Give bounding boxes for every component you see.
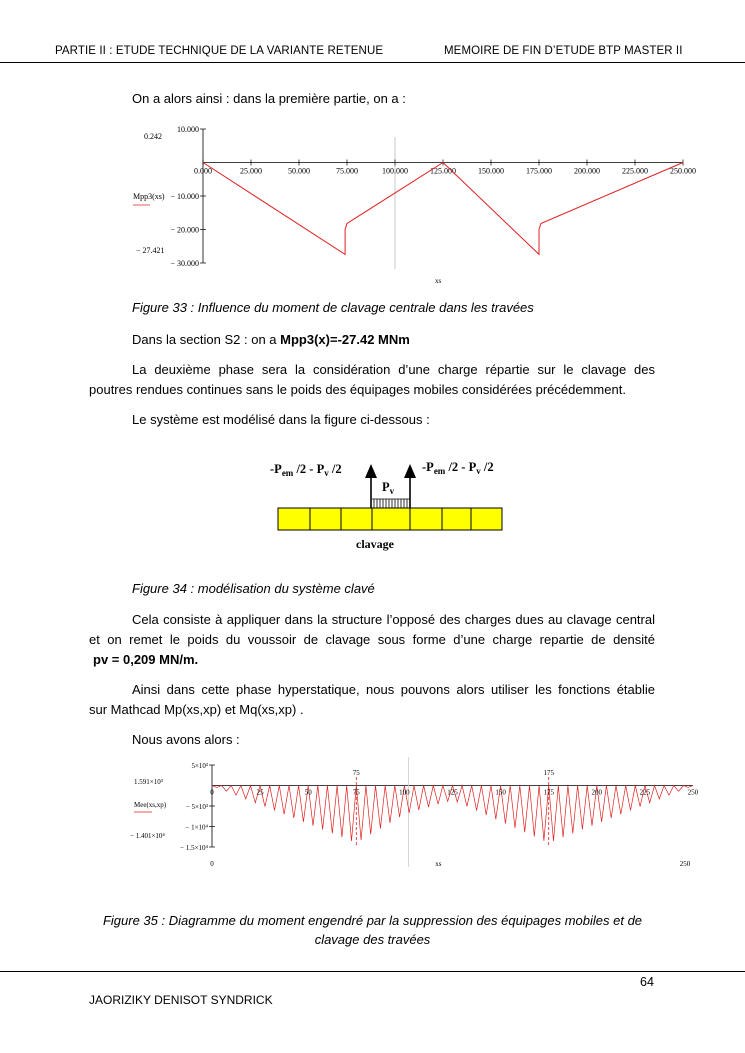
x-tick-label: 200.000 bbox=[574, 166, 600, 176]
figure-34-caption: Figure 34 : modélisation du système clavé bbox=[132, 581, 375, 596]
x-tick-label: 100 bbox=[399, 788, 410, 797]
beam-segment bbox=[471, 508, 502, 530]
left-load-label: $-P_{em}$ $/2 - P_v$ /2 bbox=[270, 462, 342, 478]
hyper-line1: Ainsi dans cette phase hyperstatique, nous pouvons alors utiliser les fonctions établie bbox=[132, 682, 655, 697]
footer-rule bbox=[0, 971, 745, 972]
x-tick-label: 175.000 bbox=[526, 166, 552, 176]
phase2-line1: La deuxième phase sera la considération d’une charge répartie sur le clavage des bbox=[132, 362, 655, 377]
y-max-label: 1.591×10³ bbox=[134, 778, 163, 786]
x-tick-label: 0 bbox=[210, 788, 214, 797]
footer-author: JAORIZIKY DENISOT SYNDRICK bbox=[89, 993, 273, 1007]
x-tick-label: 125.000 bbox=[430, 166, 456, 176]
x-tick-label: 50.000 bbox=[288, 166, 310, 176]
x-tick-label: 200 bbox=[591, 788, 603, 797]
hyper-line2: sur Mathcad Mp(xs,xp) et Mq(xs,xp) . bbox=[89, 702, 304, 717]
y-tick-label: 5×10³ bbox=[191, 762, 208, 770]
x-marker-label: 175 bbox=[543, 769, 554, 777]
x-tick-label: 25.000 bbox=[240, 166, 262, 176]
figure-34-diagram bbox=[262, 452, 512, 560]
section-s2-value: Mpp3(x)=-27.42 MNm bbox=[280, 332, 410, 347]
y-max-label: 0.242 bbox=[144, 132, 162, 141]
x-tick-label: 250.000 bbox=[670, 166, 696, 176]
header-right: MEMOIRE DE FIN D’ETUDE BTP MASTER II bbox=[444, 45, 683, 57]
y-tick-label: − 5×10³ bbox=[185, 803, 208, 811]
y-tick-label: − 1×10⁴ bbox=[185, 823, 208, 832]
header-left: PARTIE II : ETUDE TECHNIQUE DE LA VARIANTE RETENUE bbox=[55, 45, 384, 57]
beam-segment bbox=[341, 508, 372, 530]
phase2-line2: poutres rendues continues sans le poids des équipages mobiles considérées précédemment. bbox=[89, 382, 626, 397]
header-rule bbox=[0, 62, 745, 63]
x-tick-label: 225.000 bbox=[622, 166, 648, 176]
y-min-label: − 27.421 bbox=[136, 246, 165, 255]
x-tick-label: 150 bbox=[495, 788, 506, 797]
clavage-label: clavage bbox=[356, 537, 394, 551]
apply-line1: Cela consiste à appliquer dans la structure l’opposé des charges dues au clavage central bbox=[132, 612, 655, 627]
center-load-label: $P_v$ bbox=[382, 480, 395, 496]
pv-value: pv = 0,209 MN/m. bbox=[93, 652, 199, 667]
y-axis-label: Mee(xs,xp) bbox=[134, 801, 167, 809]
x-axis-label: xs bbox=[435, 860, 442, 868]
y-tick-label: − 20.000 bbox=[170, 225, 199, 235]
section-s2-text bbox=[132, 329, 410, 350]
x-marker-label: 75 bbox=[352, 769, 360, 777]
x-tick-label: 250 bbox=[687, 788, 699, 797]
x-tick-label: 125 bbox=[447, 788, 458, 797]
y-tick-label: 10.000 bbox=[177, 125, 199, 134]
x-tick-label: 150.000 bbox=[478, 166, 504, 176]
x-range-min: 0 bbox=[210, 860, 214, 868]
x-tick-label: 175 bbox=[543, 788, 554, 797]
apply-line2: et on remet le poids du voussoir de clavage sous forme d’une charge repartie de densité bbox=[89, 632, 655, 647]
nous-avons-text: Nous avons alors : bbox=[132, 732, 240, 747]
model-intro: Le système est modélisé dans la figure ci-dessous : bbox=[132, 412, 430, 427]
y-tick-label: − 10.000 bbox=[170, 192, 199, 201]
beam-segment bbox=[310, 508, 341, 530]
arrow-right bbox=[404, 464, 416, 508]
beam-segment bbox=[372, 508, 410, 530]
distributed-load-arrows bbox=[372, 499, 410, 508]
beam-segment bbox=[278, 508, 310, 530]
figure-35-caption-line2: clavage des travées bbox=[314, 932, 431, 947]
x-tick-label: 225 bbox=[639, 788, 651, 797]
beam-segments bbox=[278, 508, 502, 530]
x-tick-label: 0.000 bbox=[194, 166, 212, 176]
page-number: 64 bbox=[640, 975, 654, 989]
figure-35-chart bbox=[120, 757, 710, 873]
x-tick-label: 75 bbox=[352, 788, 360, 797]
arrow-left bbox=[365, 464, 377, 508]
x-tick-label: 50 bbox=[304, 788, 312, 797]
beam-segment bbox=[442, 508, 471, 530]
series-line bbox=[203, 163, 683, 255]
section-s2-prefix: Dans la section S2 : on a bbox=[132, 332, 281, 347]
figure-33-caption: Figure 33 : Influence du moment de clavage centrale dans les travées bbox=[132, 300, 534, 315]
x-tick-label: 100.000 bbox=[382, 166, 408, 176]
y-tick-label: − 30.000 bbox=[170, 259, 199, 268]
figure-35-caption-line1: Figure 35 : Diagramme du moment engendré par la suppression des équipages mobiles et de bbox=[102, 913, 643, 928]
x-tick-label: 75.000 bbox=[336, 166, 358, 176]
intro-text: On a alors ainsi : dans la première partie, on a : bbox=[132, 91, 406, 106]
x-tick-label: 25 bbox=[256, 788, 264, 797]
y-min-label: − 1.401×10⁴ bbox=[130, 832, 165, 840]
x-axis-label: xs bbox=[435, 277, 442, 285]
y-axis-label: Mpp3(xs) bbox=[133, 192, 165, 201]
figure-33-chart bbox=[120, 118, 710, 290]
right-load-label: $-P_{em}$ $/2 - P_v$ /2 bbox=[422, 460, 494, 476]
beam-segment bbox=[410, 508, 442, 530]
x-range-max: 250 bbox=[679, 860, 691, 868]
y-tick-label: − 1.5×10⁴ bbox=[180, 844, 208, 852]
